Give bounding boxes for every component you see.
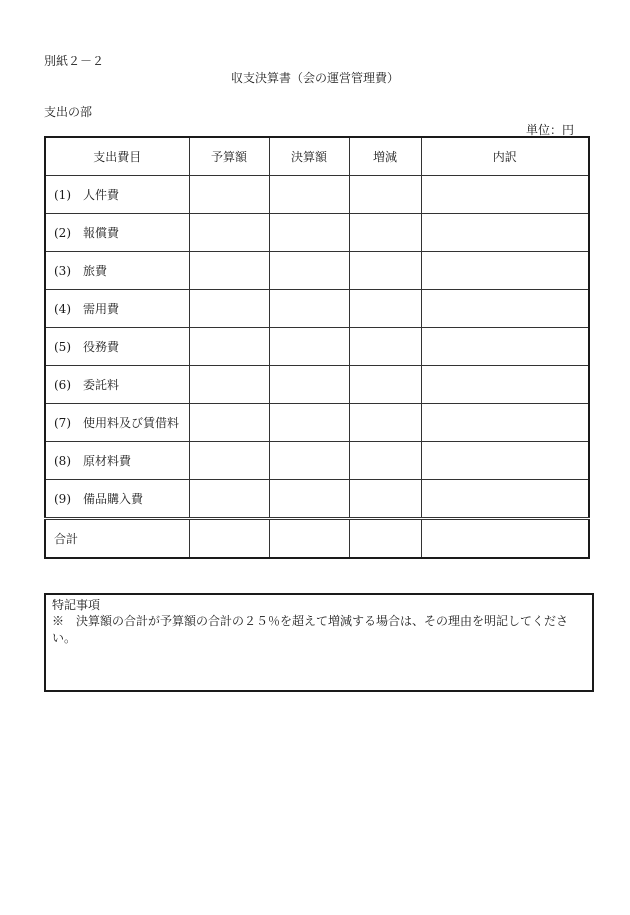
row-label: (9) 備品購入費	[45, 480, 189, 519]
budget-cell[interactable]	[189, 404, 269, 442]
special-notes-box[interactable]	[44, 593, 594, 692]
breakdown-cell[interactable]	[421, 290, 589, 328]
header-breakdown: 内訳	[421, 137, 589, 176]
total-breakdown-cell[interactable]	[421, 519, 589, 559]
settlement-cell[interactable]	[269, 252, 349, 290]
settlement-cell[interactable]	[269, 480, 349, 519]
budget-cell[interactable]	[189, 328, 269, 366]
document-title: 収支決算書（会の運営管理費）	[230, 71, 399, 85]
breakdown-cell[interactable]	[421, 404, 589, 442]
breakdown-cell[interactable]	[421, 366, 589, 404]
change-cell[interactable]	[349, 442, 421, 480]
row-label: (7) 使用料及び賃借料	[45, 404, 189, 442]
budget-cell[interactable]	[189, 480, 269, 519]
table-row	[45, 480, 589, 519]
budget-cell[interactable]	[189, 366, 269, 404]
breakdown-cell[interactable]	[421, 214, 589, 252]
change-cell[interactable]	[349, 328, 421, 366]
table-row	[45, 366, 589, 404]
header-settlement-amount: 決算額	[269, 137, 349, 176]
table-row	[45, 176, 589, 214]
row-label: (6) 委託料	[45, 366, 189, 404]
table-row	[45, 252, 589, 290]
table-row	[45, 442, 589, 480]
table-header-row	[45, 137, 589, 176]
unit-label: 単位：円	[525, 123, 574, 137]
change-cell[interactable]	[349, 366, 421, 404]
header-expense-item: 支出費目	[45, 137, 189, 176]
settlement-cell[interactable]	[269, 404, 349, 442]
expense-table	[44, 136, 590, 559]
budget-cell[interactable]	[189, 252, 269, 290]
breakdown-cell[interactable]	[421, 252, 589, 290]
row-label: (2) 報償費	[45, 214, 189, 252]
total-row	[45, 519, 589, 559]
settlement-cell[interactable]	[269, 214, 349, 252]
header-budget-amount: 予算額	[189, 137, 269, 176]
settlement-cell[interactable]	[269, 290, 349, 328]
table-row	[45, 290, 589, 328]
row-label: (4) 需用費	[45, 290, 189, 328]
breakdown-cell[interactable]	[421, 328, 589, 366]
budget-cell[interactable]	[189, 442, 269, 480]
table-row	[45, 404, 589, 442]
change-cell[interactable]	[349, 176, 421, 214]
budget-cell[interactable]	[189, 290, 269, 328]
row-label: (1) 人件費	[45, 176, 189, 214]
change-cell[interactable]	[349, 480, 421, 519]
notes-title: 特記事項	[52, 598, 101, 612]
change-cell[interactable]	[349, 290, 421, 328]
settlement-cell[interactable]	[269, 442, 349, 480]
change-cell[interactable]	[349, 252, 421, 290]
table-row	[45, 328, 589, 366]
total-label: 合計	[45, 519, 189, 559]
table-row	[45, 214, 589, 252]
change-cell[interactable]	[349, 404, 421, 442]
row-label: (8) 原材料費	[45, 442, 189, 480]
total-change-cell[interactable]	[349, 519, 421, 559]
breakdown-cell[interactable]	[421, 480, 589, 519]
total-budget-cell[interactable]	[189, 519, 269, 559]
settlement-cell[interactable]	[269, 366, 349, 404]
change-cell[interactable]	[349, 214, 421, 252]
row-label: (5) 役務費	[45, 328, 189, 366]
section-label: 支出の部	[44, 105, 93, 119]
header-increase-decrease: 増減	[349, 137, 421, 176]
row-label: (3) 旅費	[45, 252, 189, 290]
budget-cell[interactable]	[189, 176, 269, 214]
breakdown-cell[interactable]	[421, 176, 589, 214]
notes-text: ※ 決算額の合計が予算額の合計の２５％を超えて増減する場合は、その理由を明記してください。	[52, 614, 569, 645]
breakdown-cell[interactable]	[421, 442, 589, 480]
settlement-cell[interactable]	[269, 176, 349, 214]
settlement-cell[interactable]	[269, 328, 349, 366]
attachment-label: 別紙２－２	[44, 54, 105, 68]
budget-cell[interactable]	[189, 214, 269, 252]
total-settlement-cell[interactable]	[269, 519, 349, 559]
